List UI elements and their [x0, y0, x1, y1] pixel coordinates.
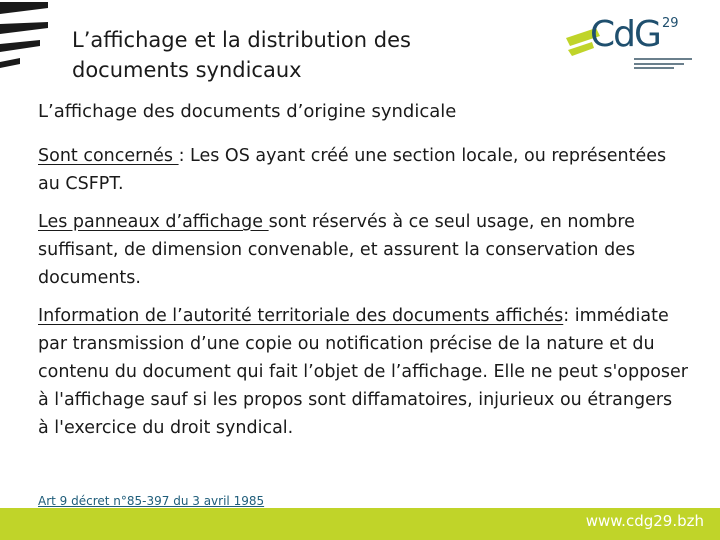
- para2-text: sont réservés à ce seul usage, en nombre suffisant, de dimension convenable, et assurent la conservation des documents.: [38, 212, 636, 288]
- section-subtitle: L’affichage des documents d’origine syndicale: [38, 101, 457, 122]
- para1-label: Sont concernés: [38, 146, 179, 166]
- paragraph-panels: [38, 208, 688, 292]
- para3-text: : immédiate par transmission d’une copie ou notification précise de la nature et du contenu du document qui fait l’objet de l’affichage. Elle ne peut s'opposer à l'affichage sauf si les propos sont diffamatoires, injurieux ou étrangers à l'exercice du droit syndical.: [38, 306, 689, 438]
- slide-title: [72, 25, 512, 85]
- para2-label: Les panneaux d’affichage: [38, 212, 269, 232]
- para1-text: : Les OS ayant créé une section locale, ou représentées au CSFPT.: [38, 146, 667, 194]
- title-line-1: L’affichage et la distribution des: [72, 28, 411, 52]
- logo-number: 29: [662, 16, 679, 31]
- para3-label: Information de l’autorité territoriale des documents affichés: [38, 306, 564, 326]
- title-line-2: documents syndicaux: [72, 58, 302, 82]
- footer-bar: [0, 508, 720, 540]
- legal-reference: Art 9 décret n°85-397 du 3 avril 1985: [38, 494, 265, 508]
- decorative-stripes: [0, 0, 48, 80]
- slide-content: [38, 100, 688, 452]
- paragraph-concerned: [38, 142, 688, 198]
- cdg29-logo: [566, 14, 696, 76]
- footer-url: www.cdg29.bzh: [585, 512, 704, 530]
- logo-tagline-icon: [634, 56, 694, 70]
- logo-word: CdG: [590, 14, 660, 55]
- paragraph-information: [38, 302, 688, 442]
